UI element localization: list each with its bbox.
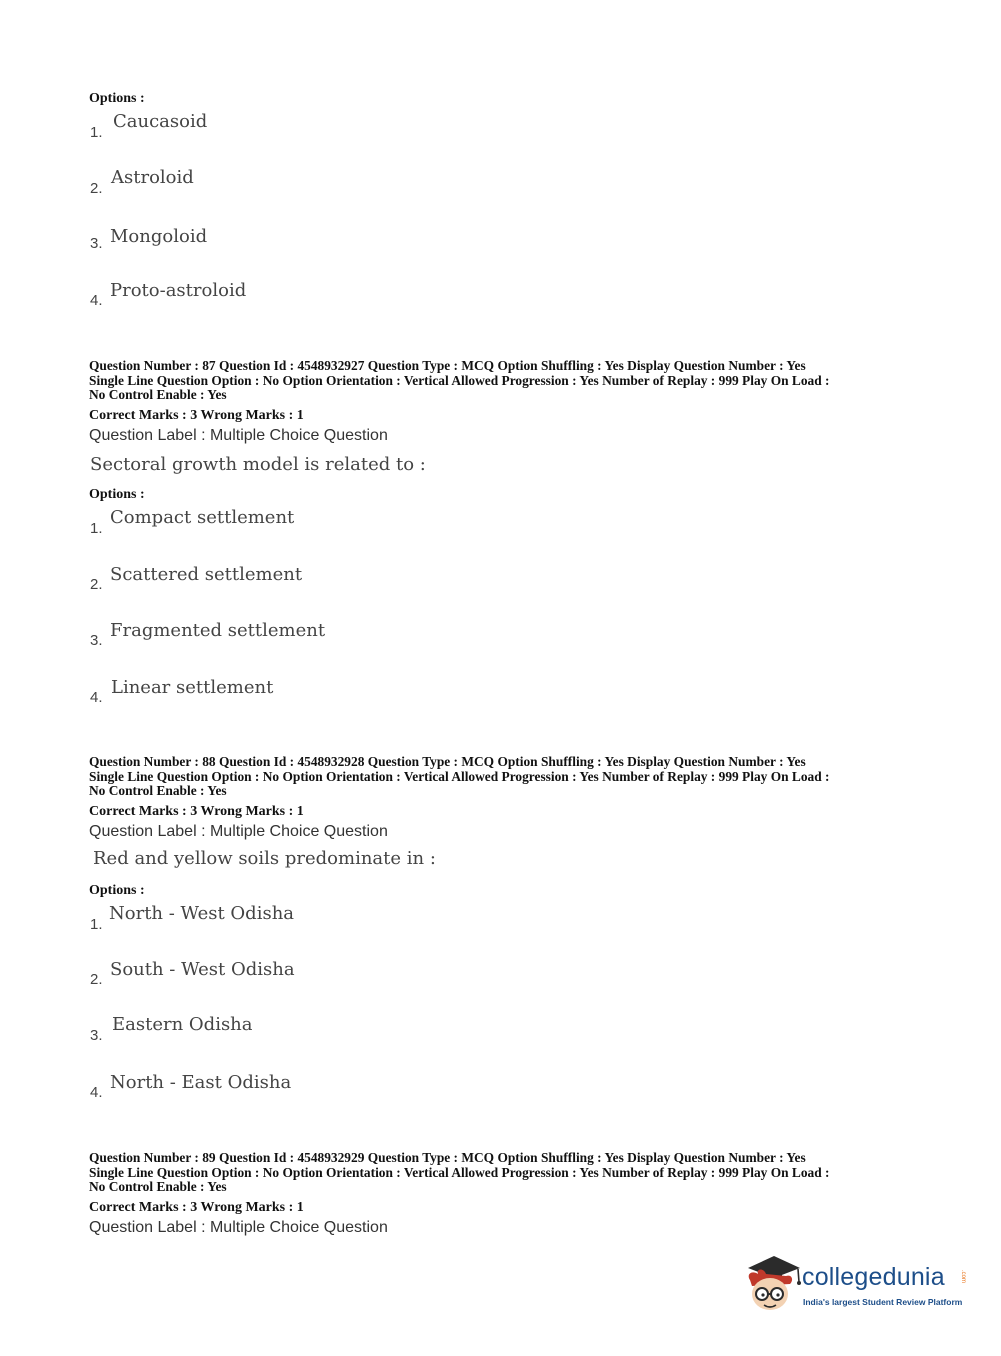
option-text: Fragmented settlement [110,620,326,641]
question-label: Question Label : Multiple Choice Question [89,823,388,840]
option-text: Scattered settlement [110,564,303,585]
option-text: North - West Odisha [109,903,295,924]
marks-info: Correct Marks : 3 Wrong Marks : 1 [89,1200,304,1215]
collegedunia-logo [742,1250,972,1320]
question-label: Question Label : Multiple Choice Question [89,1219,388,1236]
logo-tagline: India's largest Student Review Platform [803,1297,963,1307]
option-text: Mongoloid [110,226,208,247]
option-text: Proto-astroloid [110,280,247,301]
option-text: Eastern Odisha [112,1014,253,1035]
question-meta [89,755,919,799]
options-label: Options : [89,487,145,502]
option-text: Astroloid [111,167,194,188]
question-text: Sectoral growth model is related to : [90,454,426,475]
option-text: North - East Odisha [110,1072,292,1093]
question-meta [89,359,919,403]
question-text: Red and yellow soils predominate in : [93,848,436,869]
question-label: Question Label : Multiple Choice Question [89,427,388,444]
question-meta [89,1151,919,1195]
mascot-icon [742,1250,802,1316]
marks-info: Correct Marks : 3 Wrong Marks : 1 [89,408,304,423]
option-number: 3. [90,632,103,649]
option-number: 1. [90,520,103,537]
question-meta-line: Single Line Question Option : No Option Orientation : Vertical Allowed Progression : Yes Number of Replay : 999 Play On Load : [89,372,830,388]
option-text: Linear settlement [111,677,274,698]
logo-domain: .com [960,1270,966,1284]
option-number: 4. [90,689,103,706]
option-number: 4. [90,292,103,309]
options-label: Options : [89,883,145,898]
question-meta-line: Question Number : 88 Question Id : 4548932928 Question Type : MCQ Option Shuffling : Yes Display Question Number : Yes [89,754,806,769]
question-meta-line: Single Line Question Option : No Option Orientation : Vertical Allowed Progression : Yes Number of Replay : 999 Play On Load : [89,1164,830,1180]
question-meta-line: Single Line Question Option : No Option Orientation : Vertical Allowed Progression : Yes Number of Replay : 999 Play On Load : [89,768,830,784]
marks-info: Correct Marks : 3 Wrong Marks : 1 [89,804,304,819]
question-meta-line: No Control Enable : Yes [89,1179,227,1195]
option-number: 3. [90,235,103,252]
option-number: 1. [90,124,103,141]
option-number: 2. [90,576,103,593]
option-text: South - West Odisha [110,959,295,980]
question-meta-line: No Control Enable : Yes [89,783,227,799]
option-number: 2. [90,180,103,197]
question-meta-line: Question Number : 89 Question Id : 4548932929 Question Type : MCQ Option Shuffling : Yes Display Question Number : Yes [89,1150,806,1165]
question-meta-line: No Control Enable : Yes [89,387,227,403]
option-text: Compact settlement [110,507,295,528]
question-meta-line: Question Number : 87 Question Id : 4548932927 Question Type : MCQ Option Shuffling : Yes Display Question Number : Yes [89,358,806,373]
option-number: 4. [90,1084,103,1101]
option-text: Caucasoid [113,111,208,132]
option-number: 2. [90,971,103,988]
option-number: 3. [90,1027,103,1044]
logo-wordmark: collegedunia [802,1263,945,1291]
options-label: Options : [89,91,145,106]
option-number: 1. [90,916,103,933]
